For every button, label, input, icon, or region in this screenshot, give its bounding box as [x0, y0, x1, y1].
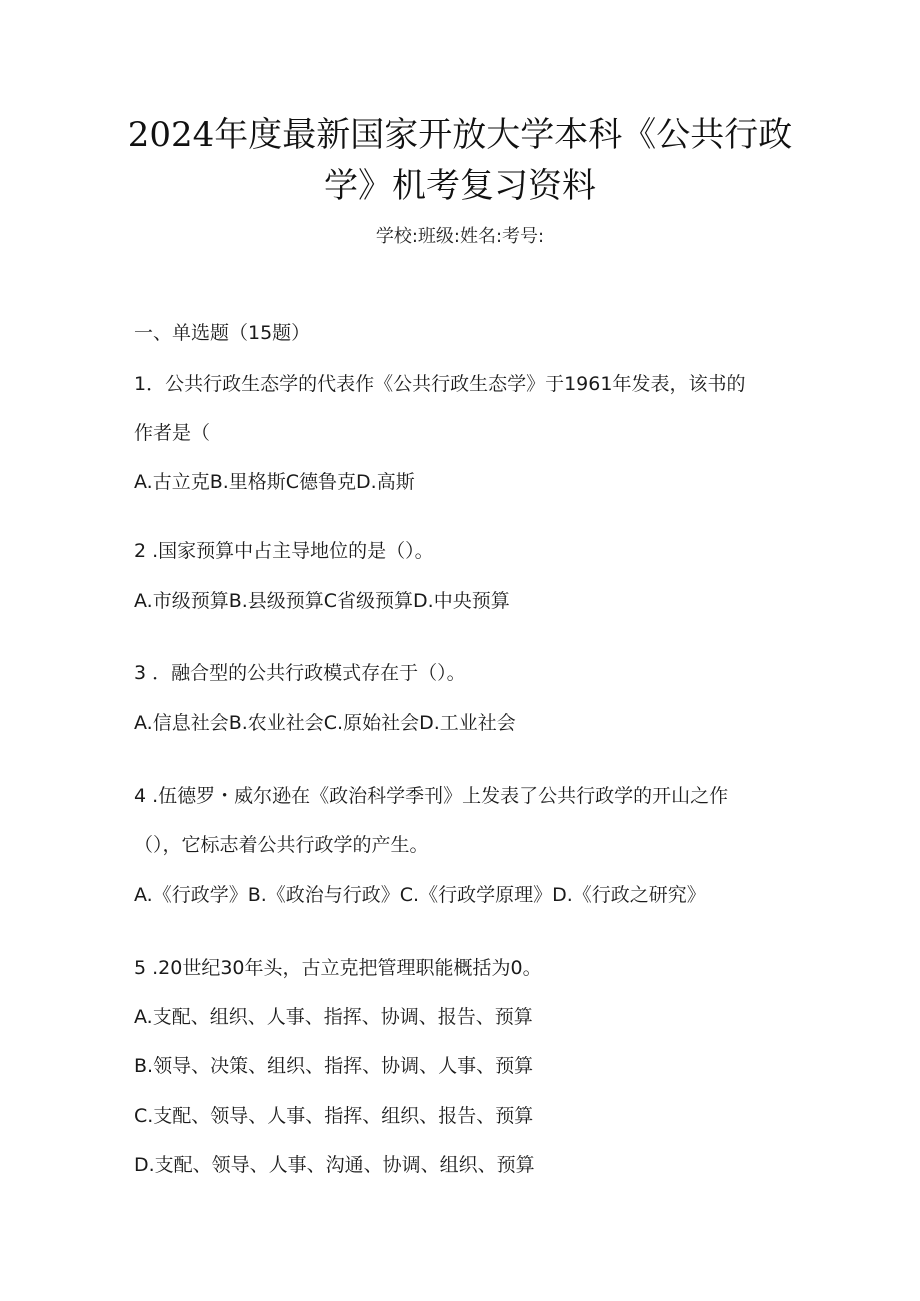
question-5-stem: 5 .20世纪30年头，古立克把管理职能概括为0。 — [134, 957, 542, 979]
question-1-stem-line-2: 作者是（ — [134, 422, 211, 444]
document-title-line-1: 2024年度最新国家开放大学本科《公共行政 — [127, 115, 793, 155]
section-heading: 一、单选题（15题） — [134, 322, 311, 344]
document-title-line-2: 学》机考复习资料 — [324, 166, 596, 206]
question-3-options: A.信息社会B.农业社会C.原始社会D.工业社会 — [134, 712, 516, 734]
question-4-stem-line-2: （），它标志着公共行政学的产生。 — [134, 834, 429, 856]
question-1-stem-line-1: 1．公共行政生态学的代表作《公共行政生态学》于1961年发表，该书的 — [134, 373, 746, 395]
question-3-stem: 3 ．融合型的公共行政模式存在于（）。 — [134, 662, 466, 684]
question-4-options: A.《行政学》B.《政治与行政》C.《行政学原理》D.《行政之研究》 — [134, 884, 706, 906]
student-info-line: 学校:班级:姓名:考号: — [375, 226, 545, 247]
question-2-options: A.市级预算B.县级预算C省级预算D.中央预算 — [134, 590, 510, 612]
question-2-stem: 2 .国家预算中占主导地位的是（）。 — [134, 540, 434, 562]
question-4-stem-line-1: 4 .伍德罗・威尔逊在《政治科学季刊》上发表了公共行政学的开山之作 — [134, 785, 729, 807]
question-5-option-c: C.支配、领导、人事、指挥、组织、报告、预算 — [134, 1105, 534, 1127]
question-1-options: A.古立克B.里格斯C德鲁克D.高斯 — [134, 471, 415, 493]
question-5-option-a: A.支配、组织、人事、指挥、协调、报告、预算 — [134, 1006, 533, 1028]
question-5-option-d: D.支配、领导、人事、沟通、协调、组织、预算 — [134, 1154, 535, 1176]
question-5-option-b: B.领导、决策、组织、指挥、协调、人事、预算 — [134, 1055, 534, 1077]
